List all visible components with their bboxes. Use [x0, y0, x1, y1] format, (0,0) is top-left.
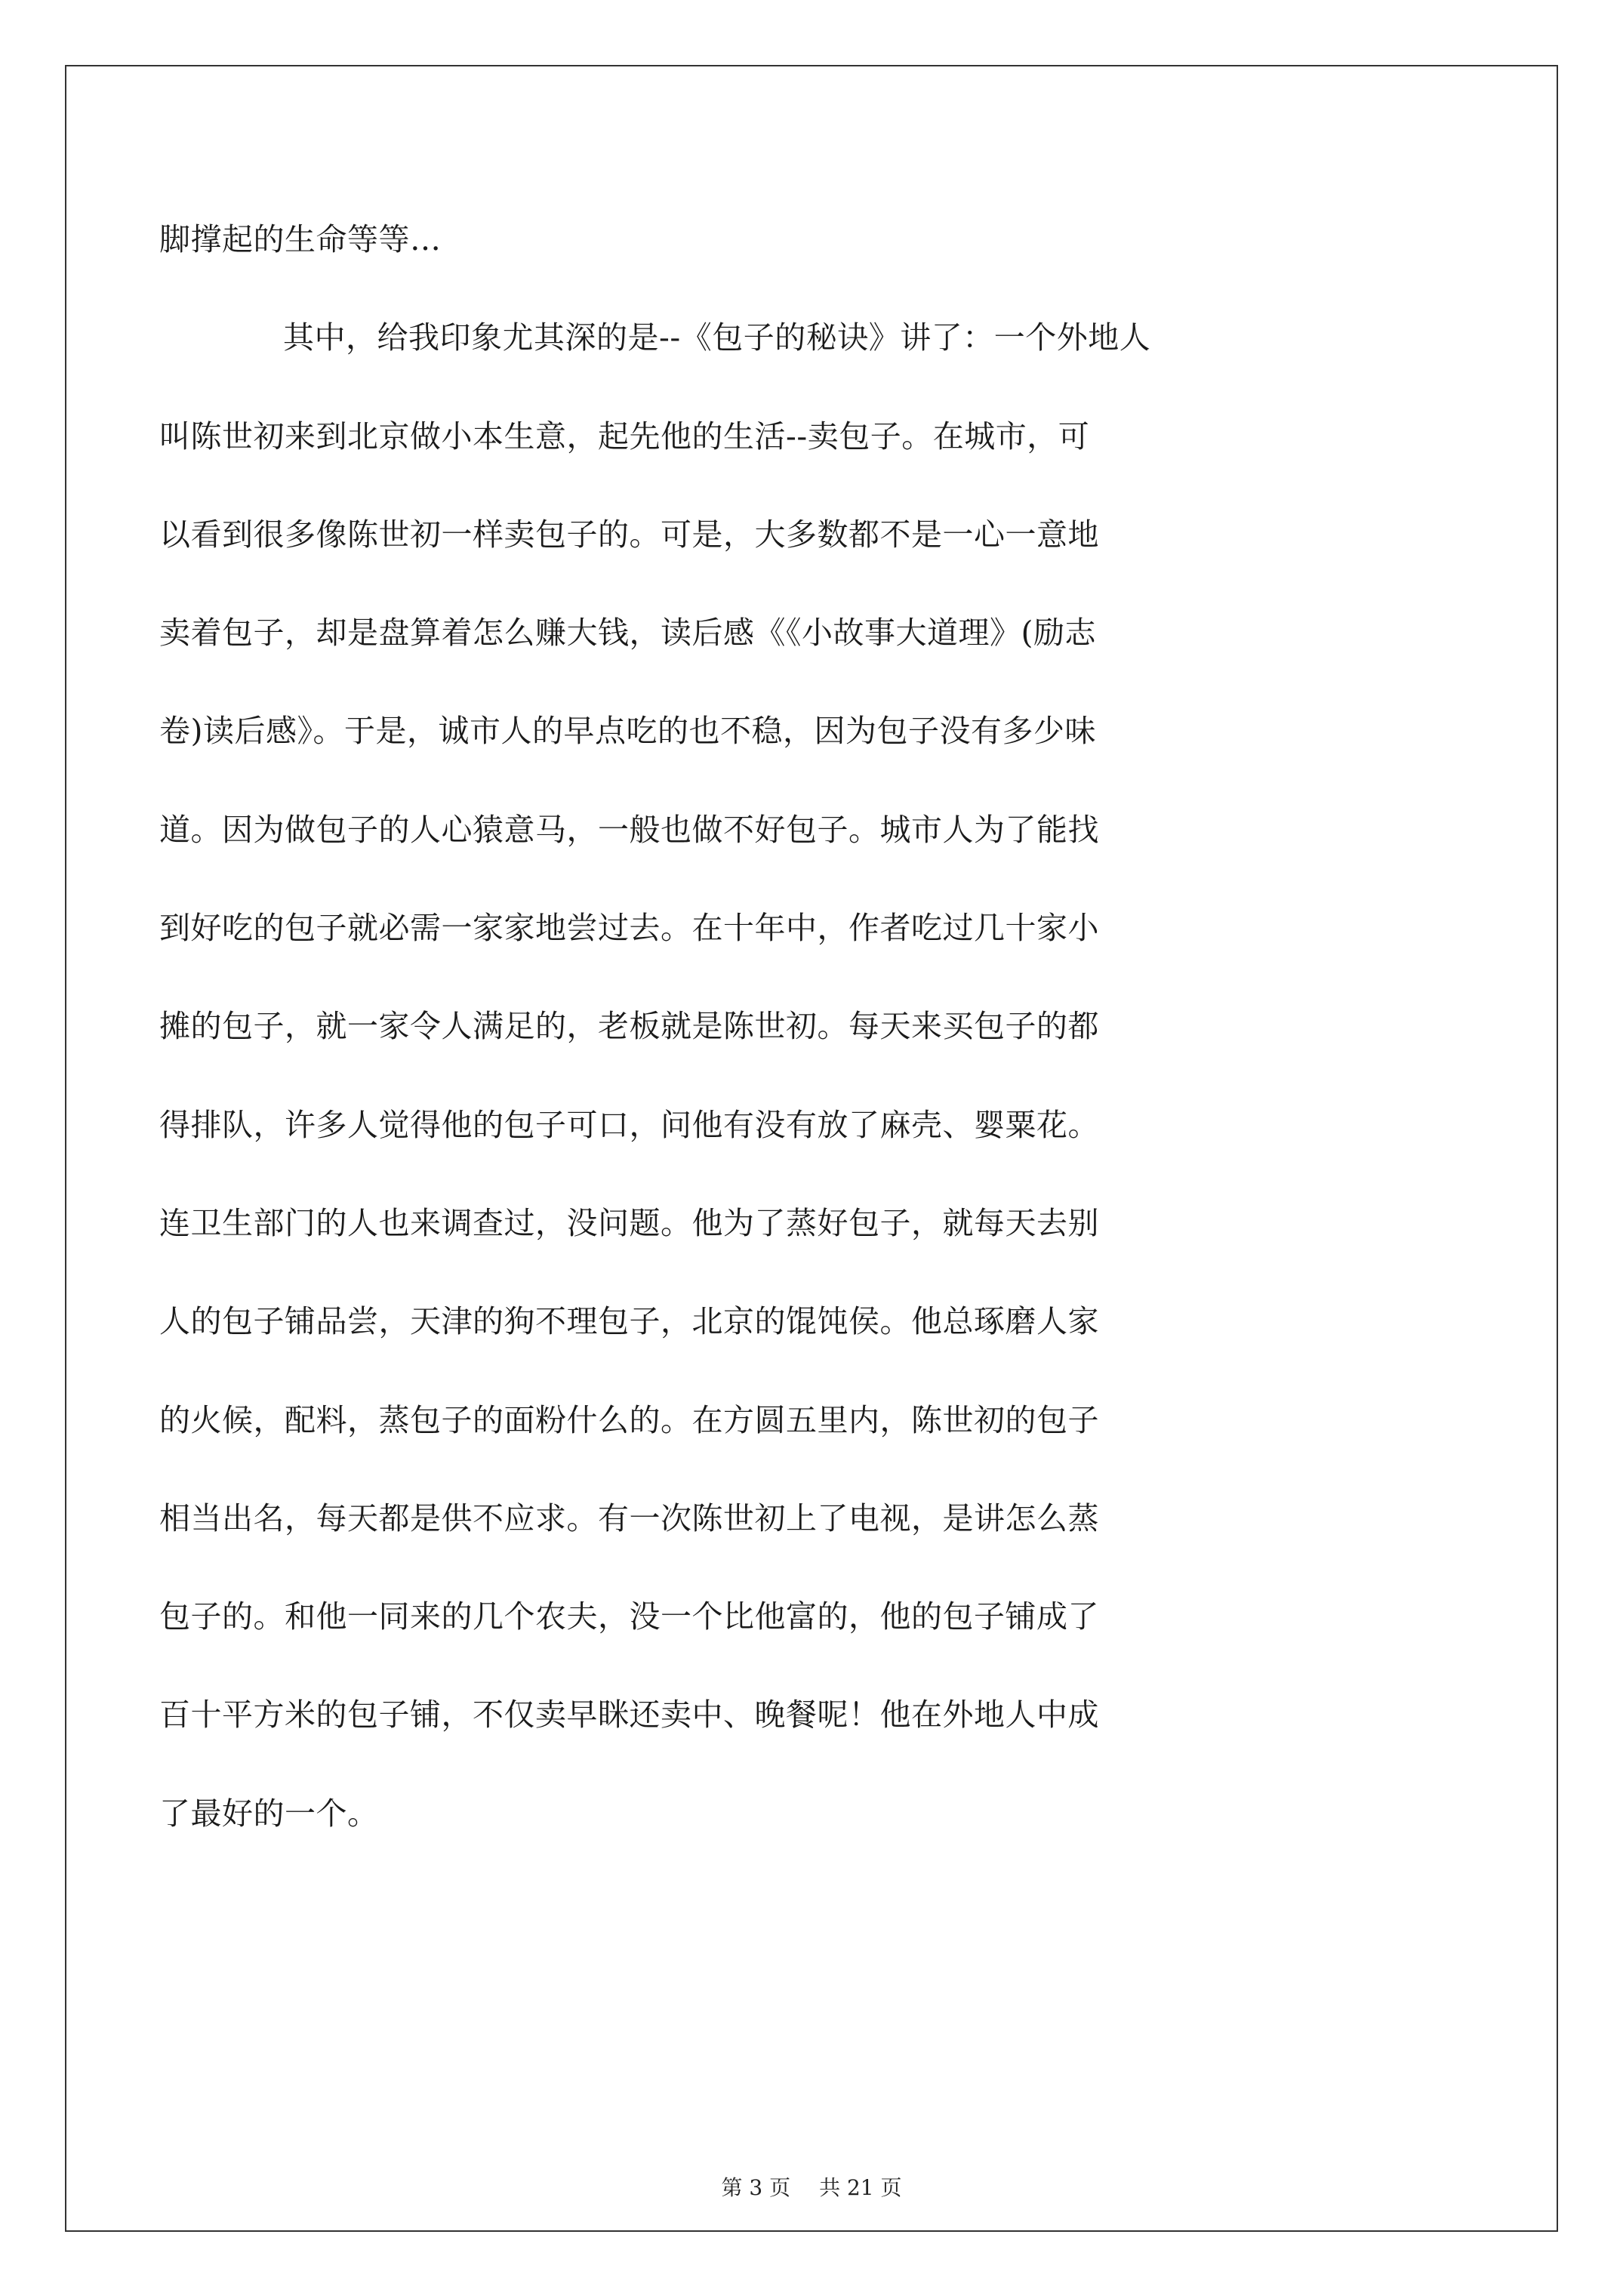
text-line-12: 人的包子铺品尝，天津的狗不理包子，北京的馄饨侯。他总琢磨人家: [159, 1303, 1099, 1340]
text-line-17: 了最好的一个。: [159, 1795, 379, 1832]
text-line-4: 以看到很多像陈世初一样卖包子的。可是，大多数都不是一心一意地: [159, 516, 1099, 553]
page-footer: [0, 2173, 1623, 2203]
page-number-current: 第 3 页: [721, 2175, 791, 2200]
text-line-5: 卖着包子，却是盘算着怎么赚大钱，读后感《《小故事大道理》(励志: [159, 615, 1096, 652]
text-line-10: 得排队，许多人觉得他的包子可口，问他有没有放了麻壳、婴粟花。: [159, 1106, 1099, 1143]
text-line-13: 的火候，配料，蒸包子的面粉什么的。在方圆五里内，陈世初的包子: [159, 1401, 1099, 1438]
text-line-14: 相当出名，每天都是供不应求。有一次陈世初上了电视，是讲怎么蒸: [159, 1499, 1099, 1536]
text-line-6: 卷)读后感》。于是，诚市人的早点吃的也不稳，因为包子没有多少味: [159, 713, 1096, 750]
text-line-2: 其中，给我印象尤其深的是--《包子的秘诀》讲了：一个外地人: [283, 319, 1151, 356]
text-line-16: 百十平方米的包子铺，不仅卖早眯还卖中、晚餐呢！他在外地人中成: [159, 1697, 1099, 1734]
page-number-total: 共 21 页: [819, 2175, 902, 2200]
text-line-7: 道。因为做包子的人心猿意马，一般也做不好包子。城市人为了能找: [159, 811, 1099, 848]
document-body: [159, 190, 1441, 1863]
text-line-3: 叫陈世初来到北京做小本生意，起先他的生活--卖包子。在城市，可: [159, 418, 1090, 455]
text-line-9: 摊的包子，就一家令人满足的，老板就是陈世初。每天来买包子的都: [159, 1008, 1099, 1045]
text-line-11: 连卫生部门的人也来调查过，没问题。他为了蒸好包子，就每天去别: [159, 1204, 1099, 1241]
text-line-8: 到好吃的包子就必需一家家地尝过去。在十年中，作者吃过几十家小: [159, 910, 1099, 947]
text-line-1: 脚撑起的生命等等…: [159, 221, 442, 257]
text-line-15: 包子的。和他一同来的几个农夫，没一个比他富的，他的包子铺成了: [159, 1598, 1099, 1635]
